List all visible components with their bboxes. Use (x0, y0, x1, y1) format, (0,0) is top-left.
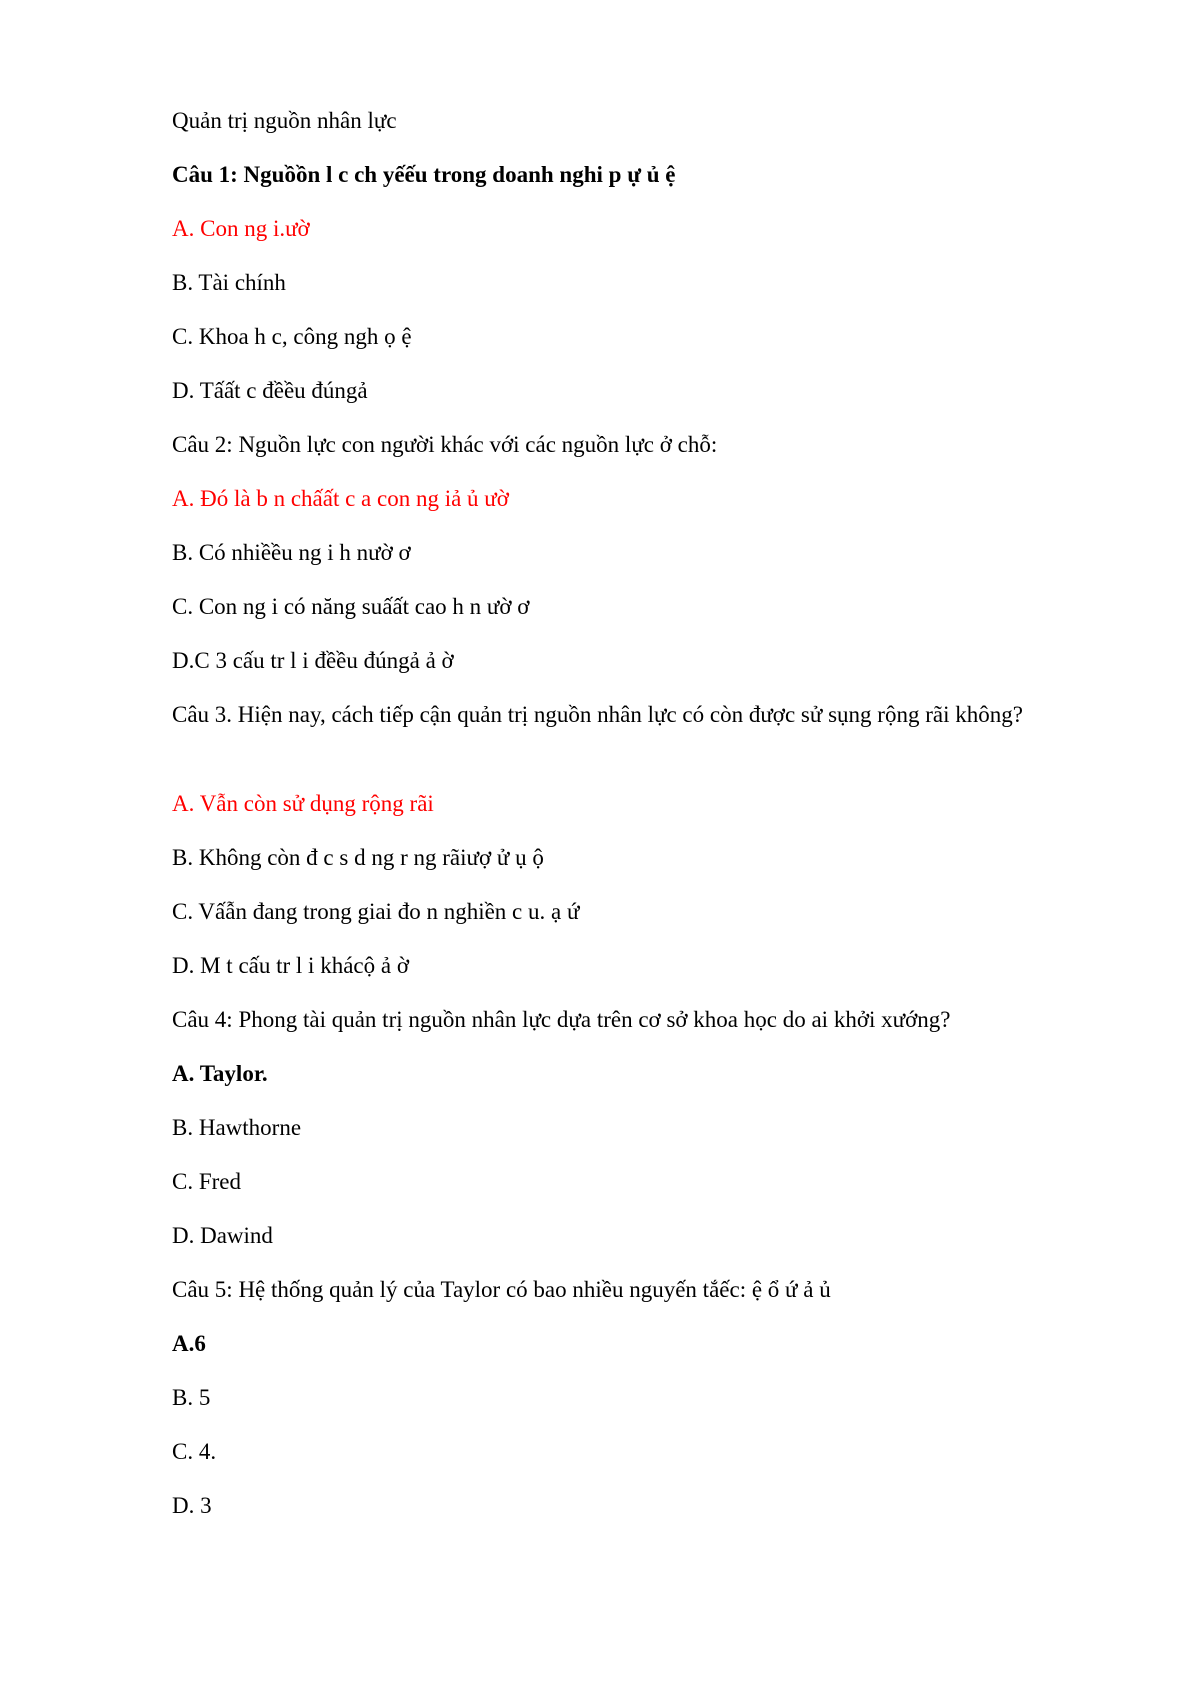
document-title: Quản trị nguồn nhân lực (172, 108, 397, 133)
q1-option-a: A. Con ng i.ườ (172, 216, 310, 241)
q2-option-b: B. Có nhiềều ng i h nườ ơ (172, 540, 411, 565)
question-1: Câu 1: Nguồồn l c ch yếếu trong doanh nghi p ự ủ ệ (172, 162, 676, 187)
q5-option-b: B. 5 (172, 1385, 211, 1410)
q3-option-a: A. Vẫn còn sử dụng rộng rãi (172, 791, 434, 816)
q3-option-c: C. Vấẫn đang trong giai đo n nghiền c u. ạ ứ (172, 899, 580, 924)
question-3: Câu 3. Hiện nay, cách tiếp cận quản trị nguồn nhân lực có còn được sử sụng rộng rãi không? (172, 702, 1023, 727)
q5-option-d: D. 3 (172, 1493, 212, 1518)
q2-option-a: A. Đó là b n chấất c a con ng iả ủ ườ (172, 486, 509, 511)
q1-option-d: D. Tấất c đềều đúngả (172, 378, 368, 403)
question-4: Câu 4: Phong tài quản trị nguồn nhân lực dựa trên cơ sở khoa học do ai khởi xướng? (172, 1007, 951, 1032)
q3-option-b: B. Không còn đ c s d ng r ng rãiượ ử ụ ộ (172, 845, 544, 870)
q1-option-b: B. Tài chính (172, 270, 286, 295)
q5-option-a: A.6 (172, 1331, 206, 1356)
q4-option-c: C. Fred (172, 1169, 241, 1194)
q2-option-d: D.C 3 cấu tr l i đềều đúngả ả ờ (172, 648, 454, 673)
q5-option-c: C. 4. (172, 1439, 217, 1464)
q3-option-d: D. M t cấu tr l i khácộ ả ờ (172, 953, 409, 978)
q4-option-a: A. Taylor. (172, 1061, 268, 1086)
q2-option-c: C. Con ng i có năng suấất cao h n ườ ơ (172, 594, 530, 619)
q1-option-c: C. Khoa h c, công ngh ọ ệ (172, 324, 412, 349)
q4-option-b: B. Hawthorne (172, 1115, 302, 1140)
question-2: Câu 2: Nguồn lực con người khác với các nguồn lực ở chỗ: (172, 432, 718, 457)
q4-option-d: D. Dawind (172, 1223, 273, 1248)
question-5: Câu 5: Hệ thống quản lý của Taylor có bao nhiều nguyến tắếc: ệ ổ ứ ả ủ (172, 1277, 831, 1302)
